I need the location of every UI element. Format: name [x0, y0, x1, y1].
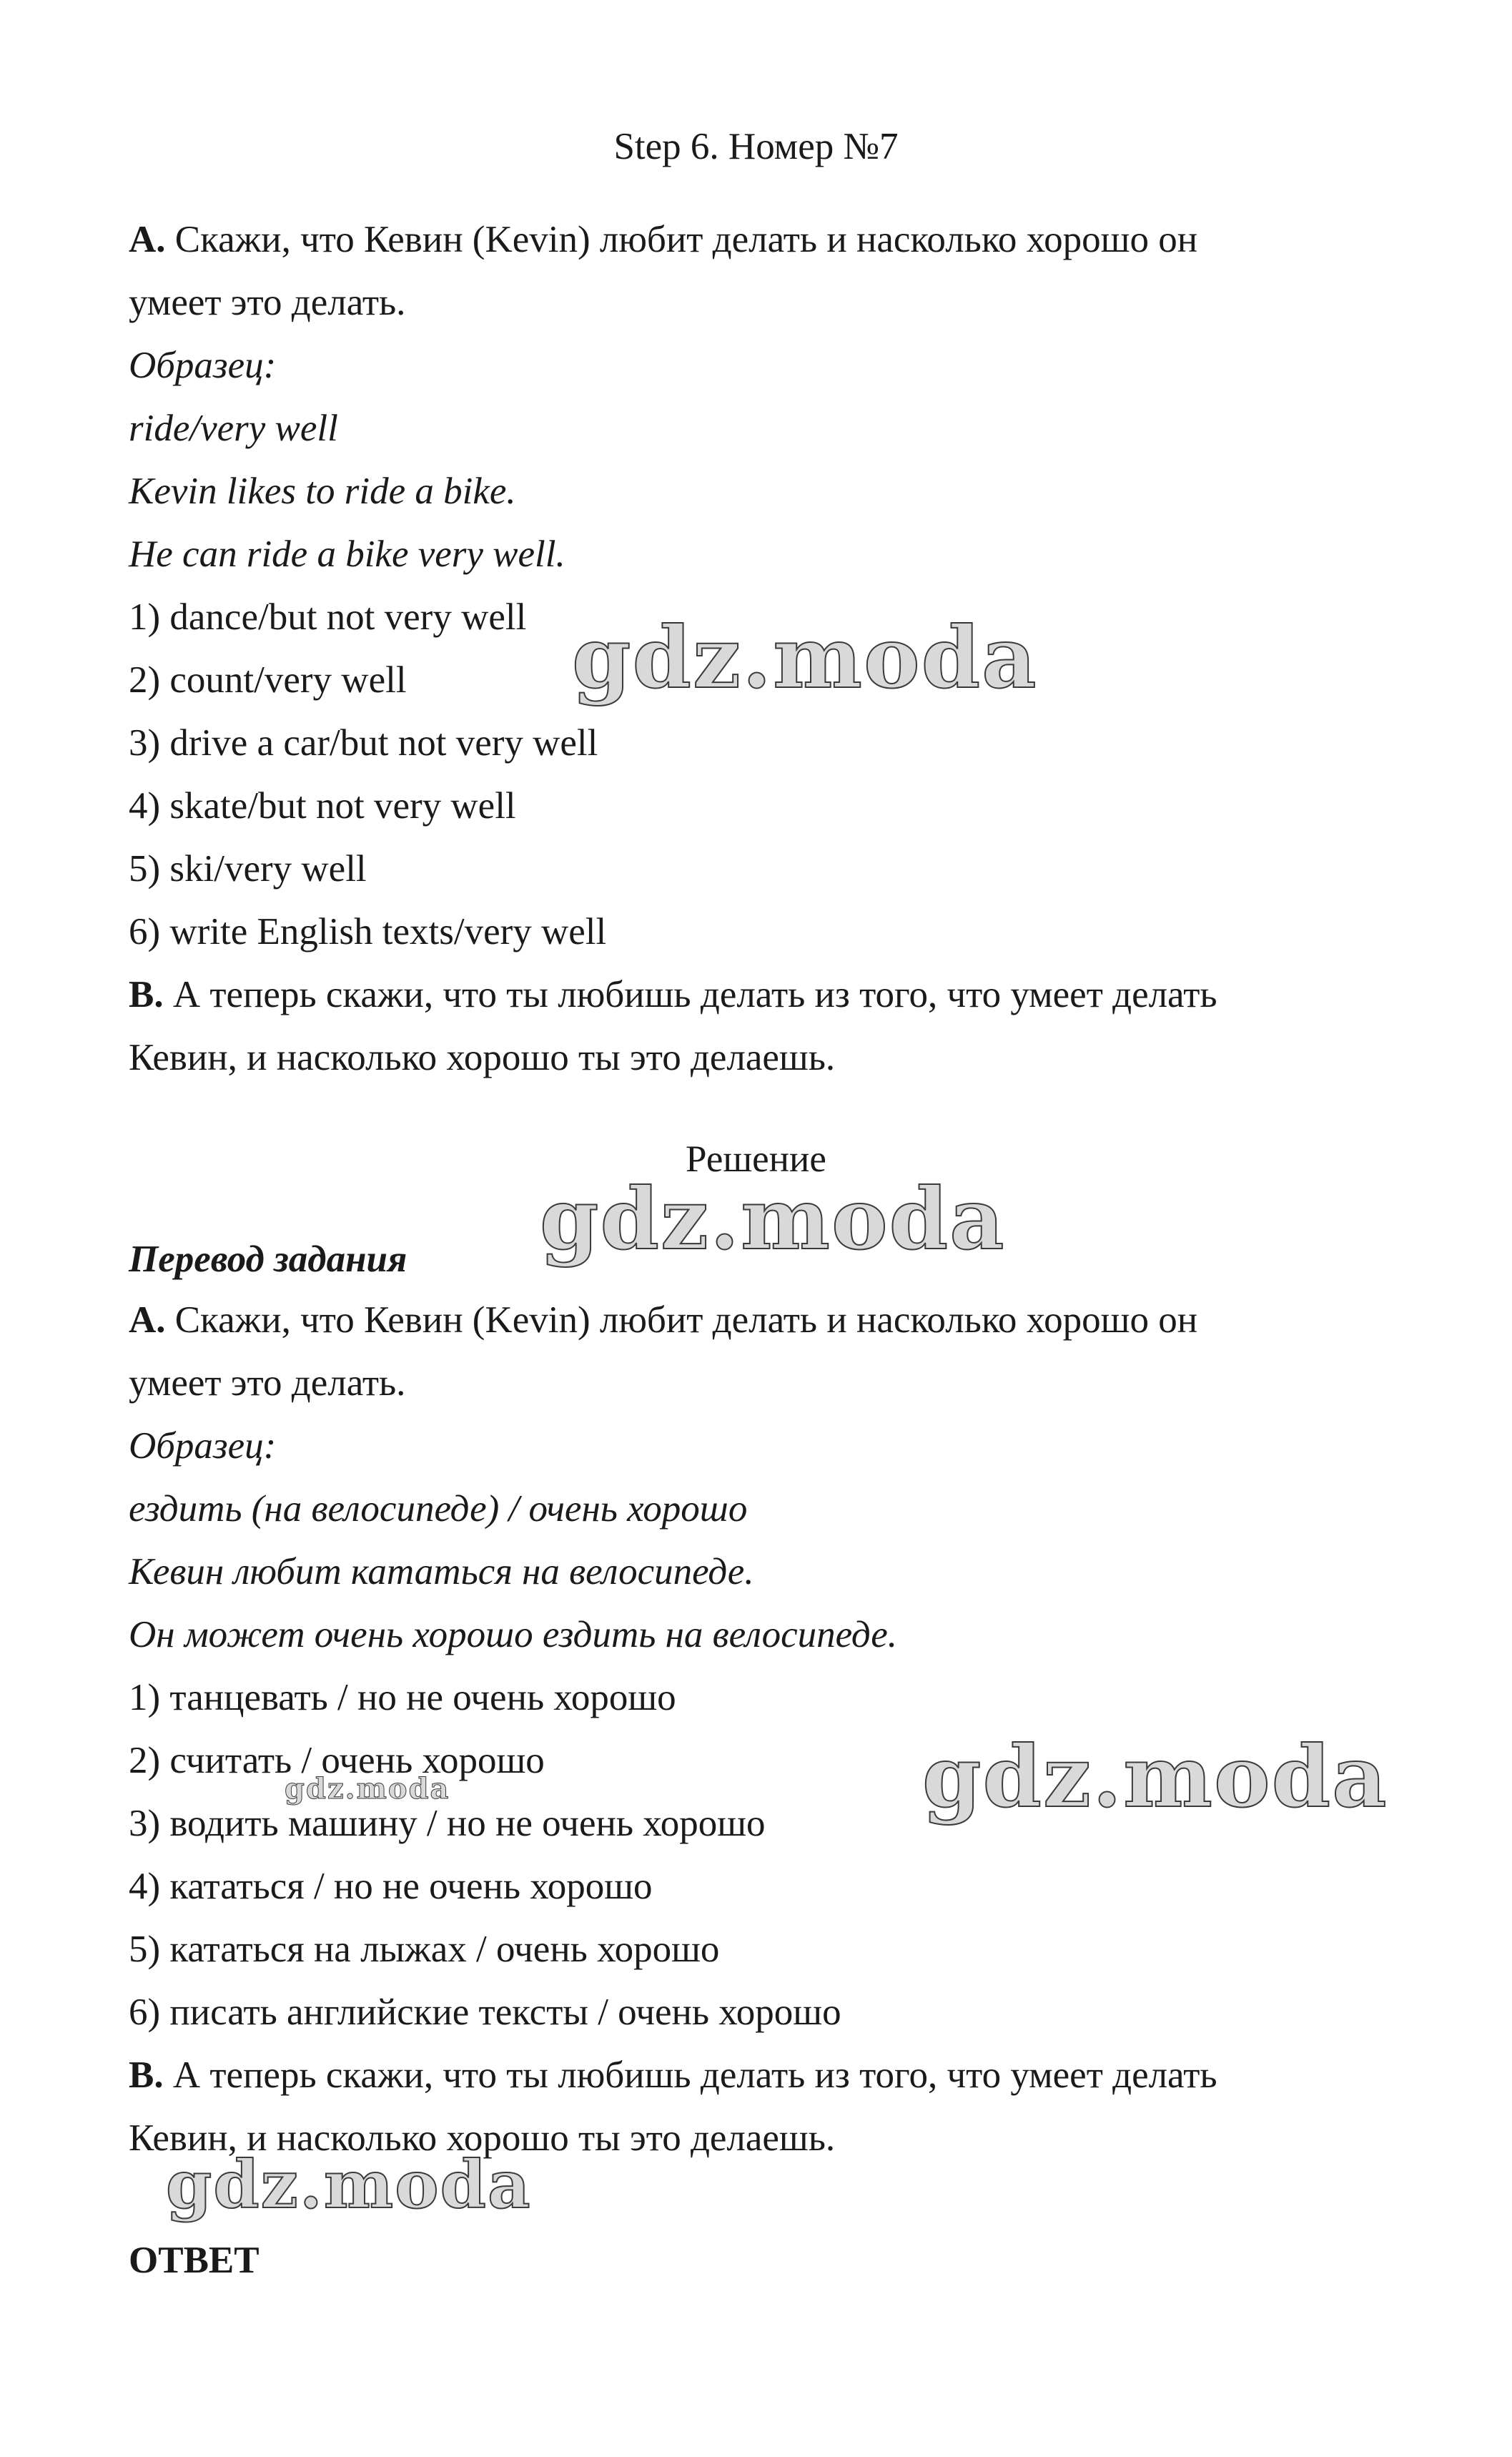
task-b-label: B. [129, 974, 164, 1015]
solution-item: 5) кататься на лыжах / очень хорошо [129, 1929, 720, 1970]
watermark: gdz.moda [540, 1169, 1006, 1269]
task-item: 4) skate/but not very well [129, 785, 516, 827]
task-item: 1) dance/but not very well [129, 596, 527, 638]
solution-item: 2) считать / очень хорошо [129, 1740, 545, 1781]
watermark: gdz.moda [166, 2146, 532, 2223]
solution-item: 3) водить машину / но не очень хорошо [129, 1803, 766, 1844]
solution-example-label: Образец: [129, 1425, 277, 1467]
solution-b-line-2: Кевин, и насколько хорошо ты это делаешь. [129, 2117, 836, 2159]
task-example-line: ride/very well [129, 408, 338, 449]
solution-b-line-1 [129, 2052, 1217, 2099]
task-example-label: Образец: [129, 345, 277, 386]
task-a-line-1 [129, 216, 1197, 263]
task-example-line: He can ride a bike very well. [129, 533, 565, 575]
task-a-line-2: умеет это делать. [129, 282, 406, 323]
watermark: gdz.moda [922, 1727, 1388, 1826]
solution-item: 6) писать английские тексты / очень хорошо [129, 1991, 841, 2033]
solution-item: 4) кататься / но не очень хорошо [129, 1866, 653, 1907]
task-item: 2) count/very well [129, 659, 407, 701]
task-item: 5) ski/very well [129, 848, 367, 890]
page-title: Step 6. Номер №7 [613, 126, 899, 167]
solution-item: 1) танцевать / но не очень хорошо [129, 1677, 676, 1718]
task-item: 3) drive a car/but not very well [129, 722, 598, 764]
solution-b-text-1: А теперь скажи, что ты любишь делать из того, что умеет делать [163, 2054, 1217, 2096]
translation-heading: Перевод задания [129, 1239, 407, 1280]
watermark: gdz.moda [285, 1772, 450, 1806]
task-item: 6) write English texts/very well [129, 911, 607, 952]
task-example-line: Kevin likes to ride a bike. [129, 471, 516, 512]
solution-a-label: A. [129, 1299, 166, 1341]
answer-heading: ОТВЕТ [129, 2240, 260, 2281]
task-b-line-1 [129, 971, 1217, 1018]
solution-b-label: B. [129, 2054, 164, 2096]
task-a-label: A. [129, 219, 166, 260]
task-a-text-1: Скажи, что Кевин (Kevin) любит делать и насколько хорошо он [165, 219, 1198, 260]
solution-example-line: Кевин любит кататься на велосипеде. [129, 1551, 754, 1592]
task-b-line-2: Кевин, и насколько хорошо ты это делаешь. [129, 1037, 836, 1078]
solution-example-line: Он может очень хорошо ездить на велосипеде. [129, 1614, 898, 1655]
solution-a-line-2: умеет это делать. [129, 1362, 406, 1404]
task-b-text-1: А теперь скажи, что ты любишь делать из того, что умеет делать [163, 974, 1217, 1015]
watermark: gdz.moda [572, 608, 1038, 707]
solution-a-text-1: Скажи, что Кевин (Kevin) любит делать и насколько хорошо он [165, 1299, 1198, 1341]
solution-heading: Решение [686, 1138, 826, 1180]
solution-a-line-1 [129, 1296, 1197, 1344]
solution-example-line: ездить (на велосипеде) / очень хорошо [129, 1488, 748, 1530]
